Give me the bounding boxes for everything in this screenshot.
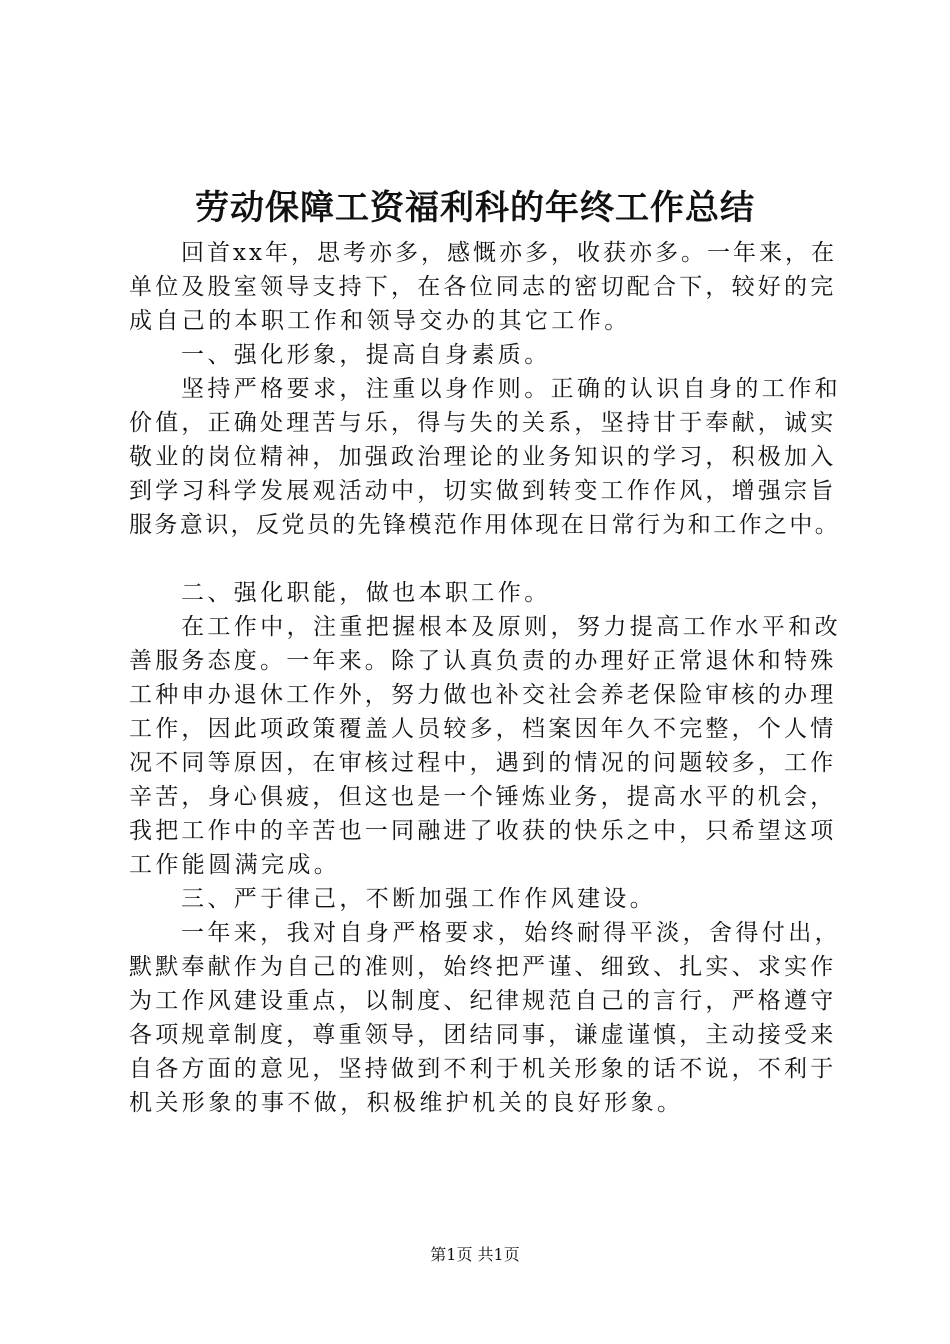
body-line: 工种申办退休工作外，努力做也补交社会养老保险审核的办理 bbox=[129, 682, 837, 708]
body-line: 回首xx年，思考亦多，感慨亦多，收获亦多。一年来，在 bbox=[181, 240, 837, 266]
body-line: 工作能圆满完成。 bbox=[129, 852, 341, 878]
body-line: 坚持严格要求，注重以身作则。正确的认识自身的工作和 bbox=[181, 376, 841, 402]
body-line: 二、强化职能，做也本职工作。 bbox=[181, 580, 551, 606]
body-line: 单位及股室领导支持下，在各位同志的密切配合下，较好的完 bbox=[129, 274, 837, 300]
body-line: 为工作风建设重点，以制度、纪律规范自己的言行，严格遵守 bbox=[129, 988, 837, 1014]
body-line: 到学习科学发展观活动中，切实做到转变工作作风，增强宗旨 bbox=[129, 478, 837, 504]
page-footer: 第1页 共1页 bbox=[430, 1245, 520, 1264]
document-title: 劳动保障工资福利科的年终工作总结 bbox=[195, 188, 755, 228]
body-line: 各项规章制度，尊重领导，团结同事，谦虚谨慎，主动接受来 bbox=[129, 1022, 837, 1048]
body-line: 机关形象的事不做，积极维护机关的良好形象。 bbox=[129, 1090, 684, 1116]
body-line: 服务意识，反党员的先锋模范作用体现在日常行为和工作之中。 bbox=[129, 512, 841, 538]
body-line: 在工作中，注重把握根本及原则，努力提高工作水平和改 bbox=[181, 614, 841, 640]
body-line: 工作，因此项政策覆盖人员较多，档案因年久不完整，个人情 bbox=[129, 716, 837, 742]
body-line: 一年来，我对自身严格要求，始终耐得平淡，舍得付出， bbox=[181, 920, 841, 946]
document-body bbox=[129, 236, 841, 1120]
body-line: 敬业的岗位精神，加强政治理论的业务知识的学习，积极加入 bbox=[129, 444, 837, 470]
body-line: 况不同等原因，在审核过程中，遇到的情况的问题较多，工作 bbox=[129, 750, 837, 776]
blank-line bbox=[129, 542, 841, 576]
body-line: 成自己的本职工作和领导交办的其它工作。 bbox=[129, 308, 631, 334]
body-line: 一、强化形象，提高自身素质。 bbox=[181, 342, 551, 368]
body-line: 辛苦，身心俱疲，但这也是一个锤炼业务，提高水平的机会， bbox=[129, 784, 837, 810]
body-line: 我把工作中的辛苦也一同融进了收获的快乐之中，只希望这项 bbox=[129, 818, 837, 844]
body-line: 善服务态度。一年来。除了认真负责的办理好正常退休和特殊 bbox=[129, 648, 837, 674]
body-line: 三、严于律己，不断加强工作作风建设。 bbox=[181, 886, 657, 912]
body-line: 价值，正确处理苦与乐，得与失的关系，坚持甘于奉献，诚实 bbox=[129, 410, 837, 436]
body-line: 默默奉献作为自己的准则，始终把严谨、细致、扎实、求实作 bbox=[129, 954, 837, 980]
body-line: 自各方面的意见，坚持做到不利于机关形象的话不说，不利于 bbox=[129, 1056, 837, 1082]
